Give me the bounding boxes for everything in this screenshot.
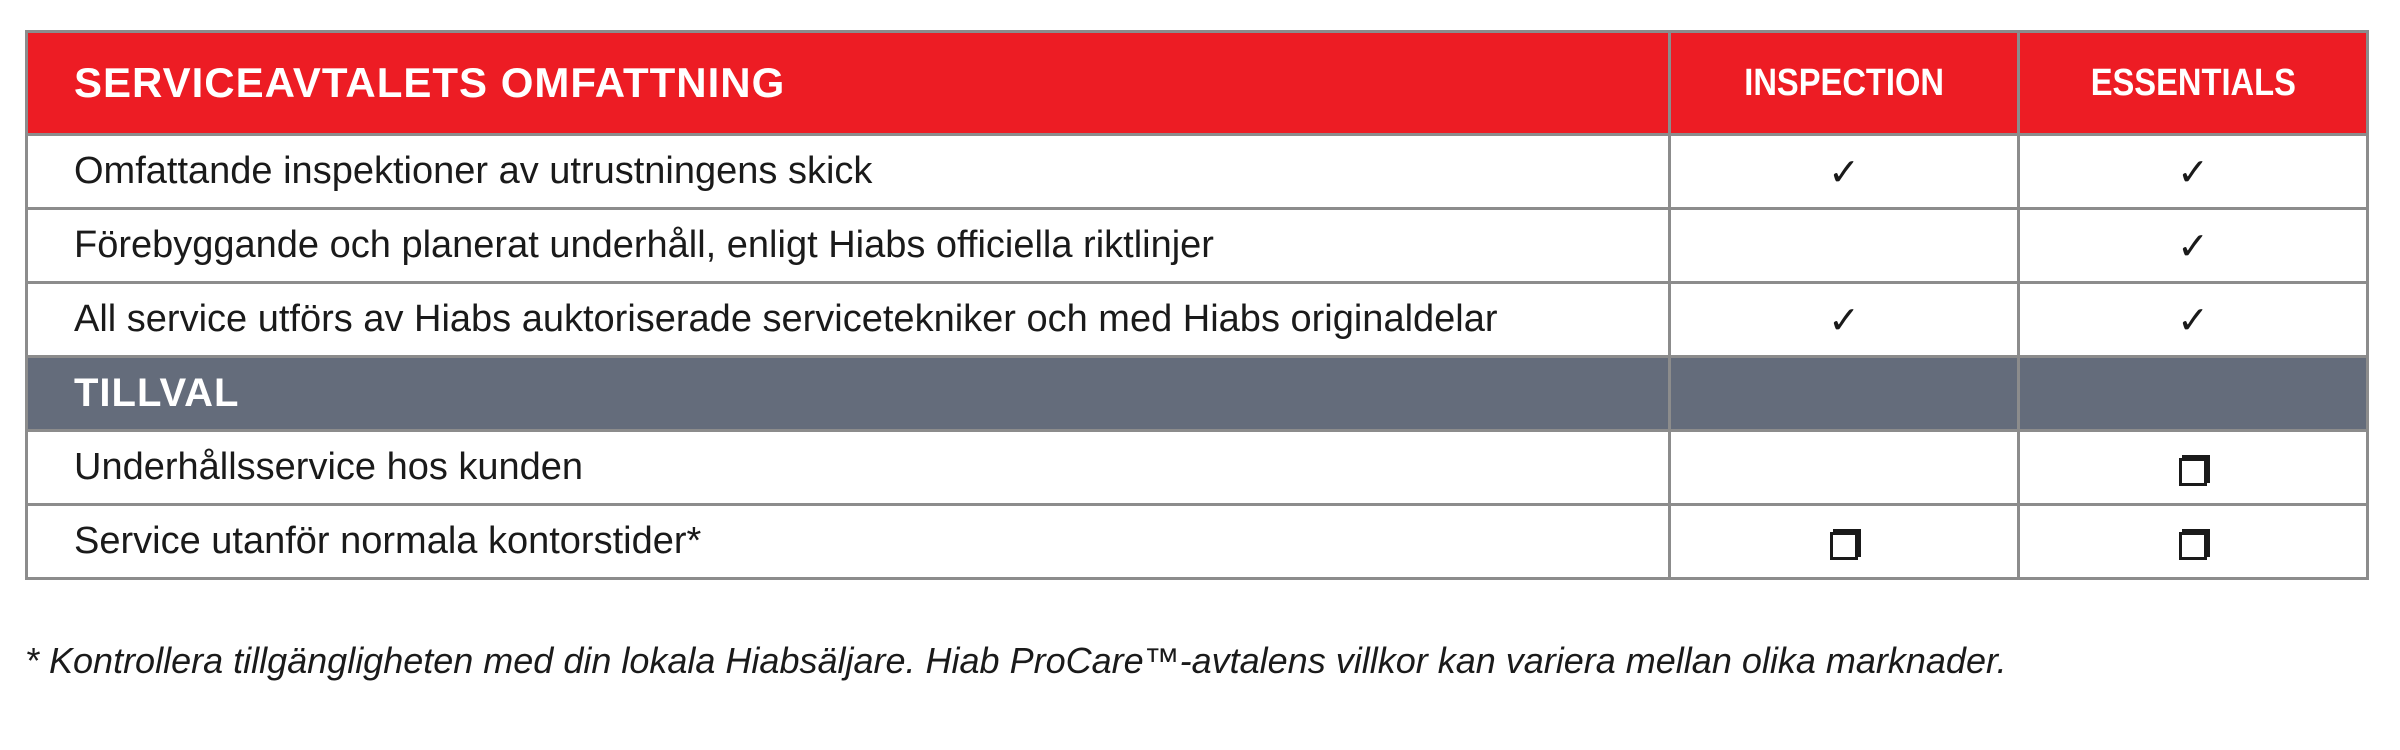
feature-label: All service utförs av Hiabs auktoriserade servicetekniker och med Hiabs originaldelar [27,283,1670,357]
service-scope-table [25,30,2369,580]
section-header-row [27,357,2368,431]
section-empty-cell [2019,357,2368,431]
table-row [27,135,2368,209]
table-header-row [27,32,2368,135]
check-icon: ✓ [2019,209,2368,283]
table-row [27,283,2368,357]
feature-label: Service utanför normala kontorstider* [27,505,1670,579]
checkbox-icon [2179,458,2207,486]
feature-label: Omfattande inspektioner av utrustningens skick [27,135,1670,209]
table-row [27,505,2368,579]
table-row [27,209,2368,283]
optional-cell [2019,431,2368,505]
empty-cell [1670,431,2019,505]
check-icon: ✓ [1670,283,2019,357]
check-icon: ✓ [1670,135,2019,209]
optional-cell [2019,505,2368,579]
optional-cell [1670,505,2019,579]
footnote: * Kontrollera tillgängligheten med din lokala Hiabsäljare. Hiab ProCare™-avtalens villkor kan variera mellan olika marknader. [25,640,2007,681]
check-icon: ✓ [2019,283,2368,357]
checkbox-icon [1830,532,1858,560]
check-icon: ✓ [2019,135,2368,209]
empty-cell [1670,209,2019,283]
table-row [27,431,2368,505]
feature-label: Underhållsservice hos kunden [27,431,1670,505]
column-header-inspection: INSPECTION [1670,32,2019,135]
table-title: SERVICEAVTALETS OMFATTNING [27,32,1670,135]
feature-label: Förebyggande och planerat underhåll, enligt Hiabs officiella riktlinjer [27,209,1670,283]
column-header-essentials: ESSENTIALS [2019,32,2368,135]
section-title: TILLVAL [27,357,1670,431]
section-empty-cell [1670,357,2019,431]
checkbox-icon [2179,532,2207,560]
